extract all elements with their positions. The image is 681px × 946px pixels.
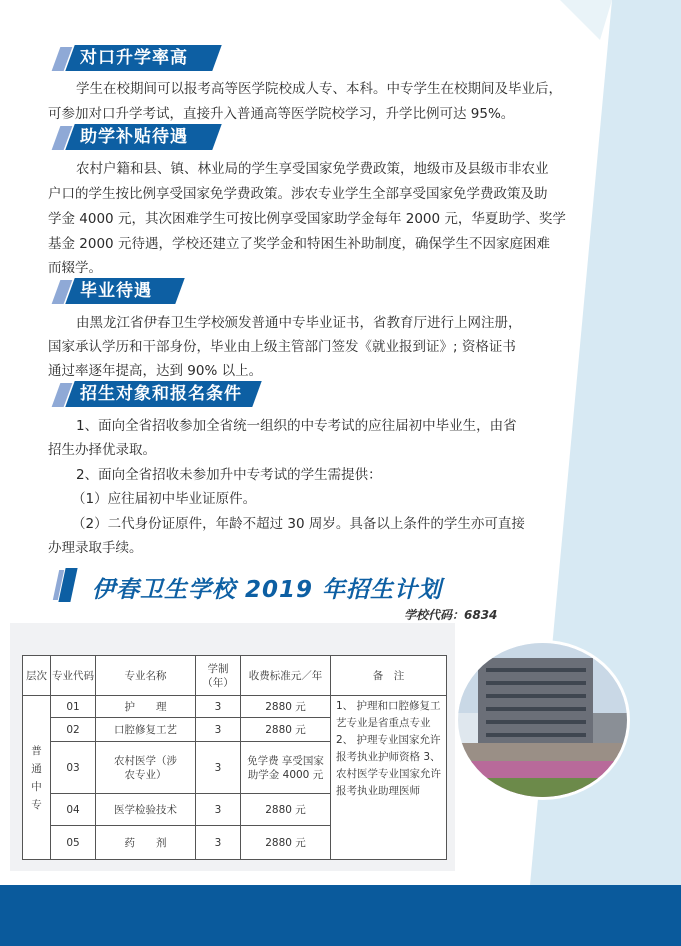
enrollment-plan-table (22, 655, 447, 860)
school-code: 学校代码：6834 (404, 608, 498, 622)
years-cell: 3 (196, 826, 241, 860)
paragraph-line: 学金 4000 元，其次困难学生可按比例享受国家助学金每年 2000 元，华夏助学、奖学 (48, 211, 566, 227)
paragraph-line: 2、面向全省招收未参加升中专考试的学生需提供： (76, 467, 382, 483)
footer-band (0, 885, 681, 946)
section-heading: 助学补贴待遇 (52, 124, 217, 150)
years-cell: 3 (196, 794, 241, 826)
name-cell: 护 理 (96, 696, 196, 718)
section-heading: 毕业待遇 (52, 278, 180, 304)
fee-cell: 2880 元 (241, 718, 331, 742)
paragraph-line: 而辍学。 (48, 260, 102, 276)
code-cell: 02 (51, 718, 96, 742)
years-cell: 3 (196, 742, 241, 794)
paragraph-line: 农村户籍和县、镇、林业局的学生享受国家免学费政策，地级市及县级市非农业 (76, 161, 549, 177)
plan-title: 伊春卫生学校 2019 年招生计划 (92, 577, 443, 603)
school-building-photo (455, 640, 630, 800)
code-cell: 04 (51, 794, 96, 826)
fee-cell: 2880 元 (241, 696, 331, 718)
name-cell: 口腔修复工艺 (96, 718, 196, 742)
paragraph-line: 可参加对口升学考试，直接升入普通高等医学院校学习，升学比例可达 95%。 (48, 106, 515, 122)
code-cell: 05 (51, 826, 96, 860)
table-row (23, 696, 447, 718)
paragraph-line: 基金 2000 元待遇，学校还建立了奖学金和特困生补助制度，确保学生不因家庭困难 (48, 236, 550, 252)
paragraph-line: 通过率逐年提高，达到 90% 以上。 (48, 363, 263, 379)
paragraph-line: 国家承认学历和干部身份，毕业由上级主管部门签发《就业报到证》; 资格证书 (48, 339, 516, 355)
level-cell: 普通中专 (23, 696, 51, 860)
header-cell: 层次 (23, 656, 51, 696)
fee-cell: 2880 元 (241, 794, 331, 826)
header-cell: 专业名称 (96, 656, 196, 696)
name-cell: 农村医学（涉农专业） (96, 742, 196, 794)
header-cell: 专业代码 (51, 656, 96, 696)
paragraph-line: 学生在校期间可以报考高等医学院校成人专、本科。中专学生在校期间及毕业后， (76, 81, 562, 97)
section-heading: 对口升学率高 (52, 45, 217, 71)
paragraph-line: 户口的学生按比例享受国家免学费政策。涉农专业学生全部享受国家免学费政策及助 (48, 186, 548, 202)
paragraph-line: （1）应往届初中毕业证原件。 (72, 491, 257, 507)
fee-cell: 2880 元 (241, 826, 331, 860)
name-cell: 药 剂 (96, 826, 196, 860)
notes-cell: 1、 护理和口腔修复工艺专业是省重点专业 2、 护理专业国家允许报考执业护师资格 3、 农村医学专业国家允许报考执业助理医师 (331, 696, 447, 860)
paragraph-line: 由黑龙江省伊春卫生学校颁发普通中专毕业证书，省教育厅进行上网注册， (76, 315, 522, 331)
paragraph-line: 办理录取手续。 (48, 540, 143, 556)
table-header-row (23, 656, 447, 696)
section-heading: 招生对象和报名条件 (52, 381, 257, 407)
paragraph-line: 招生办择优录取。 (48, 442, 156, 458)
header-cell: 备 注 (331, 656, 447, 696)
paragraph-line: 1、面向全省招收参加全省统一组织的中专考试的应往届初中毕业生，由省 (76, 418, 517, 434)
code-cell: 03 (51, 742, 96, 794)
years-cell: 3 (196, 718, 241, 742)
paragraph-line: （2）二代身份证原件，年龄不超过 30 周岁。具备以上条件的学生亦可直接 (72, 516, 525, 532)
years-cell: 3 (196, 696, 241, 718)
header-cell: 收费标准元／年 (241, 656, 331, 696)
code-cell: 01 (51, 696, 96, 718)
name-cell: 医学检验技术 (96, 794, 196, 826)
header-cell: 学制（年） (196, 656, 241, 696)
fee-cell: 免学费 享受国家助学金 4000 元 (241, 742, 331, 794)
